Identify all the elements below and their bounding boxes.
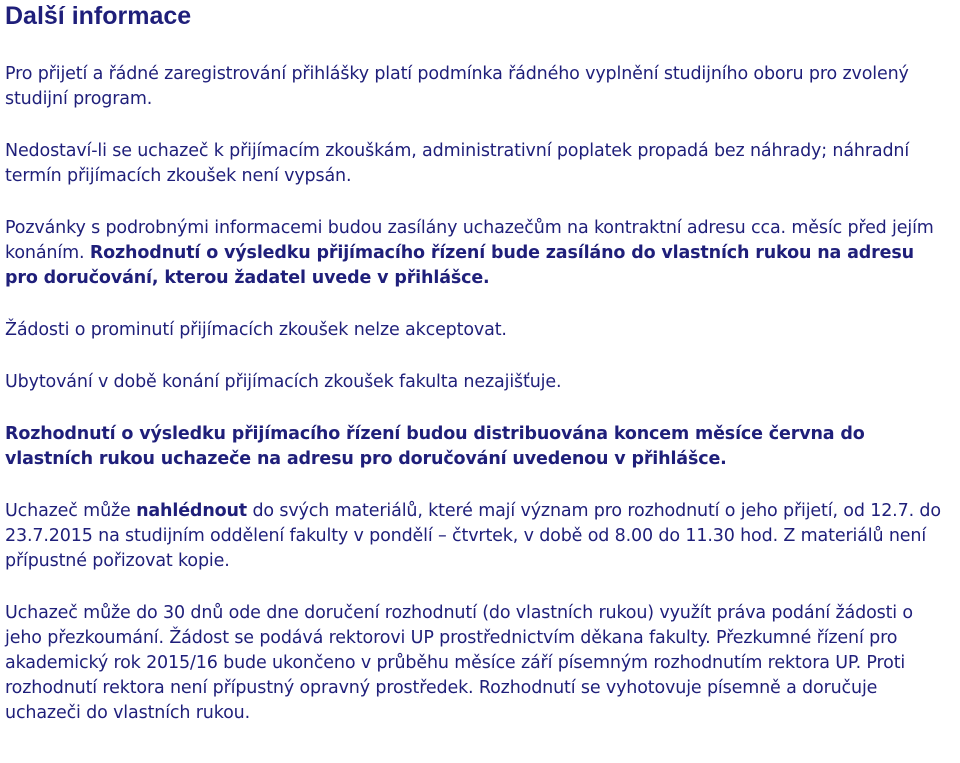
inspection-text-end: do svých materiálů, které mají význam pro rozhodnutí o jeho přijetí, od 12.7. do 23.7.2015 na studijním oddělení fakulty v pondělí – čtvrtek, v době od 8.00 do 11.30 hod. Z materiálů není přípustné pořizovat kopie. <box>5 501 941 571</box>
paragraph-invitations <box>5 216 952 291</box>
paragraph-waiver: Žádosti o prominutí přijímacích zkoušek nelze akceptovat. <box>5 320 507 340</box>
page-title: Další informace <box>5 2 192 30</box>
invitations-text: Pozvánky s podrobnými informacemi budou zasílány uchazečům na kontraktní adresu cca. měsíc před jejím konáním. <box>5 218 934 263</box>
paragraph-accommodation: Ubytování v době konání přijímacích zkoušek fakulta nezajišťuje. <box>5 372 562 392</box>
inspection-keyword: nahlédnout <box>136 501 248 521</box>
paragraph-review: Uchazeč může do 30 dnů ode dne doručení rozhodnutí (do vlastních rukou) využít práva podání žádosti o jeho přezkoumání. Žádost se podává rektorovi UP prostřednictvím děkana fakulty. Přezkumné řízení pro akademický rok 2015/16 bude ukončeno v průběhu měsíce září písemným rozhodnutím rektora UP. Proti rozhodnutí rektora není přípustný opravný prostředek. Rozhodnutí se vyhotovuje písemně a doručuje uchazeči do vlastních rukou. <box>5 603 913 723</box>
inspection-text-start: Uchazeč může <box>5 501 137 521</box>
paragraph-inspection <box>5 499 952 574</box>
paragraph-decision-distribution: Rozhodnutí o výsledku přijímacího řízení budou distribuována koncem měsíce června do vlastních rukou uchazeče na adresu pro doručování uvedenou v přihlášce. <box>5 424 865 469</box>
paragraph-registration-condition: Pro přijetí a řádné zaregistrování přihlášky platí podmínka řádného vyplnění studijního oboru pro zvolený studijní program. <box>5 64 909 109</box>
paragraph-absence-fee: Nedostaví-li se uchazeč k přijímacím zkouškám, administrativní poplatek propadá bez náhrady; náhradní termín přijímacích zkoušek není vypsán. <box>5 141 910 186</box>
decision-delivery-text: Rozhodnutí o výsledku přijímacího řízení bude zasíláno do vlastních rukou na adresu pro doručování, kterou žadatel uvede v přihlášce. <box>5 243 914 288</box>
